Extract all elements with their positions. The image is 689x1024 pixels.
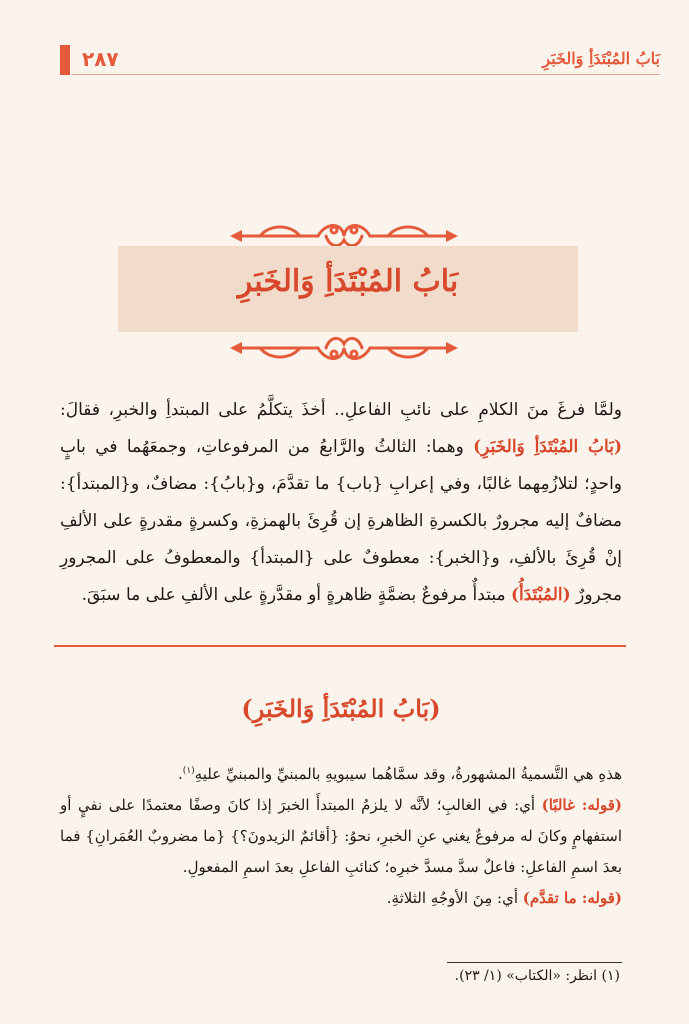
header-rule [72, 74, 660, 75]
chapter-title: بَابُ المُبْتَدَأِ وَالخَبَرِ [237, 264, 459, 299]
header-accent-bar [60, 45, 70, 75]
main-text [60, 392, 622, 614]
commentary-text [60, 756, 622, 914]
footnote-rule [447, 962, 622, 963]
commentary-label-taqaddam: (قوله: ما تقدَّم) [522, 889, 622, 907]
main-text-mubtada-quote: (المُبْتَدَأُ) [510, 585, 571, 605]
footnote-number: (١) [601, 968, 620, 984]
main-text-body: وهما: الثالثُ والرَّابعُ من المرفوعاتِ، وجمعَهُما في بابٍ واحدٍ؛ لتلازُمِهما غالبًا، وفي إعرابِ {باب} ما تقدَّمَ، و{بابُ}: مضافٌ، و{المبتدأ}: مضافٌ إليه مجرورٌ بالكسرةِ الظاهرةِ إن قُرِئَ بالهمزةِ، وكسرةٍ مقدرةٍ على الألفِ إنْ قُرِئَ بالألفِ، و{الخبر}: معطوفٌ على {المبتدأ} والمعطوفُ على المجرورِ مجرورٌ [60, 437, 622, 605]
main-text-title-quote: (بَابُ المُبْتَدَأِ وَالخَبَرِ) [473, 437, 622, 457]
commentary-paragraph-1: هذهِ هي التَّسميةُ المشهورةُ، وقد سمَّاهُما سيبويهِ بالمبنيِّ والمبنيِّ عليهِ$^{(١)}$. [178, 765, 622, 783]
footnote-ref: (١) [182, 766, 195, 776]
section-divider [54, 645, 626, 647]
commentary-heading: (بَابُ المُبْتَدَأِ وَالخَبَرِ) [241, 694, 441, 723]
main-text-intro: ولمَّا فرغَ منَ الكلامِ على نائبِ الفاعلِ.. أخذَ يتكلَّمُ على المبتدأِ والخبرِ، فقالَ: [60, 400, 622, 420]
commentary-paragraph-3: (قوله: ما تقدَّم) أي: مِنَ الأوجُهِ الثلاثةِ. [386, 889, 622, 907]
chapter-title-box [118, 246, 578, 332]
main-text-end: مبتدأٌ مرفوعٌ بضمَّةٍ ظاهرةٍ أو مقدَّرةٍ على الألفِ على ما سبَقَ. [81, 585, 511, 605]
footnote-text: انظر: «الكتاب» (١/ ٢٣). [454, 968, 602, 984]
page-header [60, 45, 660, 75]
bottom-ornament-icon [230, 330, 458, 366]
commentary-label-ghaliban: (قوله: غالبًا) [541, 796, 622, 814]
footnote [60, 968, 620, 984]
running-title: بَابُ المُبْتَدَأِ وَالخَبَرِ [542, 49, 660, 68]
commentary-paragraph-2: (قوله: غالبًا) أي: في الغالبِ؛ لأنَّه لا يلزمُ المبتدأَ الخبرَ إذا كانَ وصفًا معتمدًا على نفيٍ أو استفهامٍ وكانَ له مرفوعٌ يغني عنِ الخبرِ، نحوُ: {أقائمٌ الزيدونَ؟} {ما مضروبٌ العُمَرانِ} فما بعدَ اسمِ الفاعلِ: فاعلٌ سدَّ مسدَّ خبرِه؛ كنائبِ الفاعلِ بعدَ اسمِ المفعولِ. [60, 796, 622, 876]
page-number: ٢٨٧ [82, 47, 119, 71]
